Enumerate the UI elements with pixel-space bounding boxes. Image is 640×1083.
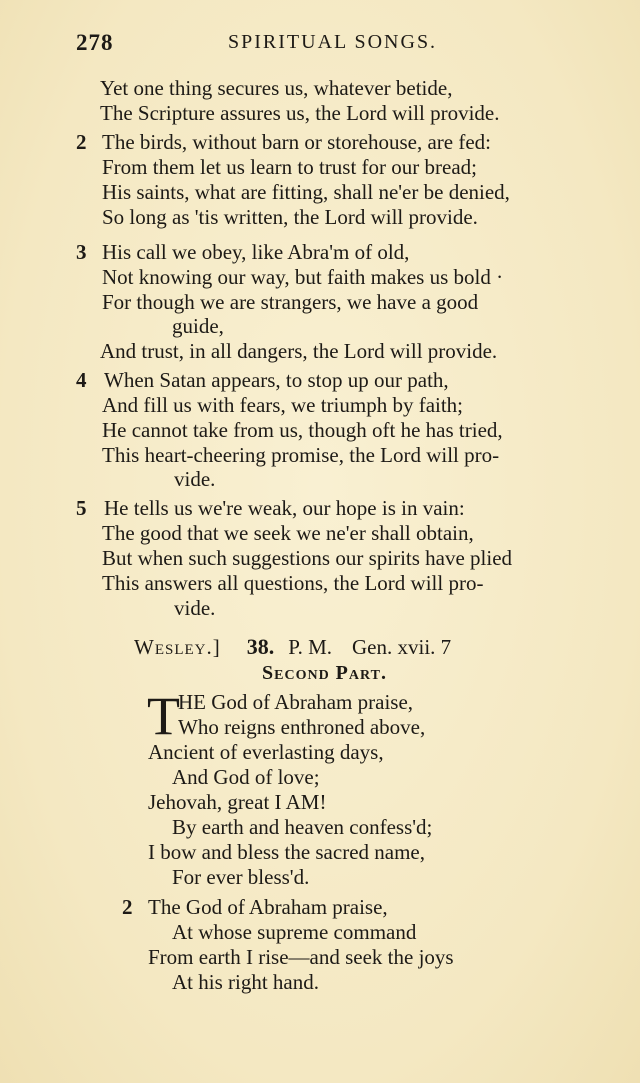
verse-line: He tells us we're weak, our hope is in vain: — [104, 496, 465, 520]
verse-line: The God of Abraham praise, — [148, 895, 388, 919]
hymn-part-title: Second Part. — [262, 662, 387, 684]
verse-line: The Scripture assures us, the Lord will provide. — [100, 101, 500, 125]
verse-line: Jehovah, great I AM! — [148, 790, 327, 814]
verse-line: But when such suggestions our spirits have plied — [102, 546, 513, 570]
verse-line: By earth and heaven confess'd; — [172, 815, 433, 839]
verse-line: This answers all questions, the Lord will pro- — [102, 571, 484, 595]
hymn-heading — [134, 634, 451, 660]
verse-line: HE God of Abraham praise, — [178, 690, 414, 714]
verse-line: His call we obey, like Abra'm of old, — [102, 240, 410, 264]
verse-line: He cannot take from us, though oft he has tried, — [102, 418, 503, 442]
drop-cap: T — [147, 686, 180, 746]
verse-line: guide, — [172, 314, 224, 338]
verse-line: The good that we seek we ne'er shall obtain, — [102, 521, 474, 545]
verse-number: 3 — [76, 240, 87, 264]
verse-line: At his right hand. — [172, 970, 319, 994]
verse-line: Yet one thing secures us, whatever betide, — [100, 76, 453, 100]
hymn-scripture-reference: Gen. xvii. 7 — [352, 635, 452, 659]
hymn-meter: P. M. — [288, 635, 333, 659]
verse-line: So long as 'tis written, the Lord will provide. — [102, 205, 478, 229]
verse-line: For ever bless'd. — [172, 865, 310, 889]
verse-line: And fill us with fears, we triumph by faith; — [102, 393, 464, 417]
verse-line: Not knowing our way, but faith makes us bold · — [102, 265, 504, 289]
verse-number: 2 — [122, 895, 133, 919]
verse-number: 5 — [76, 496, 87, 520]
hymn-author: Wesley.] — [134, 635, 221, 659]
verse-line: Ancient of everlasting days, — [148, 740, 384, 764]
verse-line: And trust, in all dangers, the Lord will provide. — [100, 339, 498, 363]
verse-line: I bow and bless the sacred name, — [148, 840, 425, 864]
verse-number: 4 — [76, 368, 87, 392]
verse-line: The birds, without barn or storehouse, are fed: — [102, 130, 491, 154]
verse-line: From earth I rise—and seek the joys — [148, 945, 454, 969]
hymn-number: 38. — [246, 634, 275, 659]
running-title: SPIRITUAL SONGS. — [228, 31, 438, 53]
verse-line: His saints, what are fitting, shall ne'er be denied, — [102, 180, 510, 204]
verse-line: Who reigns enthroned above, — [178, 715, 426, 739]
verse-line: At whose supreme command — [172, 920, 417, 944]
verse-line: From them let us learn to trust for our bread; — [102, 155, 477, 179]
verse-line: And God of love; — [172, 765, 320, 789]
verse-line: vide. — [174, 467, 216, 491]
verse-line: This heart-cheering promise, the Lord will pro- — [102, 443, 500, 467]
verse-number: 2 — [76, 130, 87, 154]
verse-line: When Satan appears, to stop up our path, — [104, 368, 449, 392]
page-number: 278 — [76, 30, 114, 55]
verse-line: For though we are strangers, we have a good — [102, 290, 479, 314]
verse-line: vide. — [174, 596, 216, 620]
